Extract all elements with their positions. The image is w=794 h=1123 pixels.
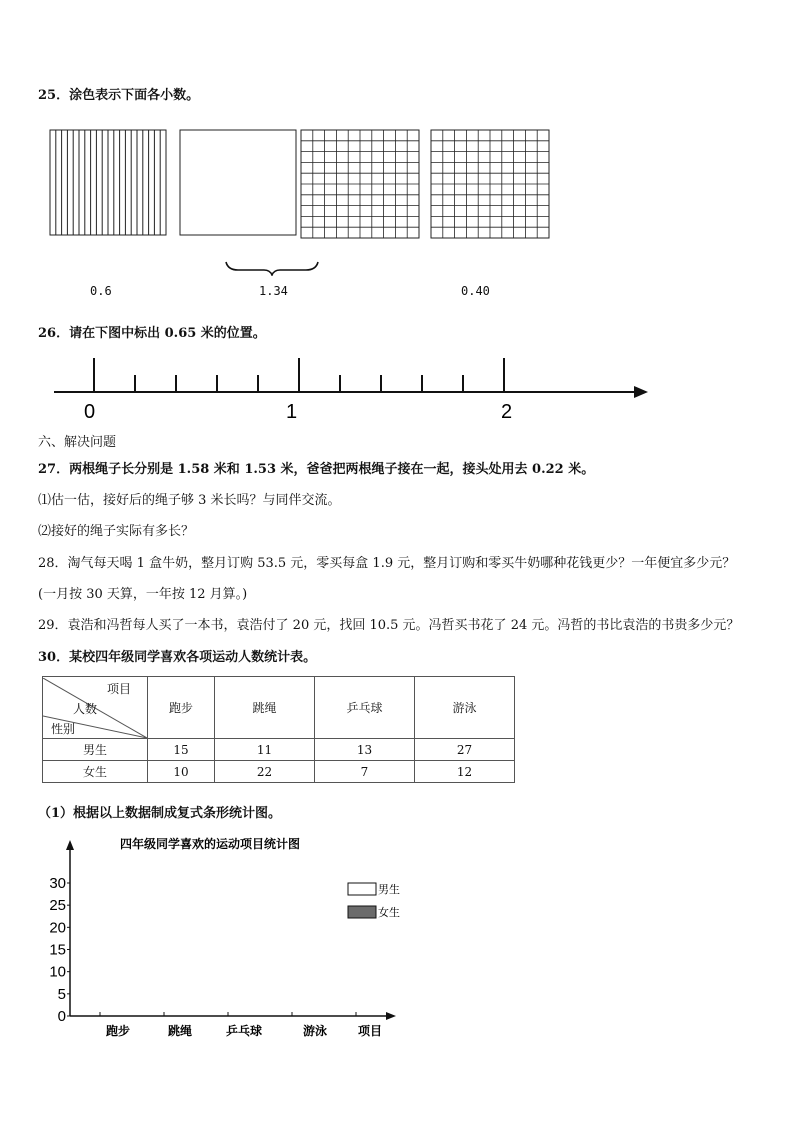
- y-tick-label: 5: [57, 985, 66, 1003]
- table-cell: 27: [415, 739, 515, 761]
- column-header: 跑步: [148, 677, 215, 739]
- hundred-grid-box-2: [431, 130, 549, 238]
- table-cell: 7: [315, 761, 415, 783]
- column-header: 游泳: [415, 677, 515, 739]
- q29-title: 29．袁浩和冯哲每人买了一本书，袁浩付了 20 元，找回 10.5 元。冯哲买书花了 24 元。冯哲的书比袁浩的书贵多少元？: [38, 618, 740, 633]
- decimal-strip-box-2: [108, 130, 166, 235]
- table-cell: 12: [415, 761, 515, 783]
- column-header: 跳绳: [215, 677, 315, 739]
- y-tick-label: 20: [49, 919, 66, 937]
- table-row: [43, 761, 515, 783]
- q30-sub1: （1）根据以上数据制成复式条形统计图。: [38, 806, 282, 821]
- number-line: [48, 350, 658, 425]
- q27-title: 27．两根绳子长分别是 1.58 米和 1.53 米，爸爸把两根绳子接在一起，接头处用去 0.22 米。: [38, 462, 595, 477]
- number-line-label-1: 1: [286, 401, 298, 423]
- header-count-label: 人数: [73, 701, 98, 716]
- brace-icon: [224, 258, 320, 276]
- legend-label-male: 男生: [378, 883, 400, 896]
- x-axis-label: 项目: [358, 1024, 383, 1038]
- table-row: [43, 739, 515, 761]
- x-category-label: 乒乓球: [225, 1024, 263, 1038]
- legend-swatch-male: [348, 883, 376, 895]
- x-category-label: 跳绳: [167, 1024, 193, 1038]
- q25-grids: [0, 120, 794, 250]
- chart-title: 四年级同学喜欢的运动项目统计图: [120, 837, 301, 851]
- table-cell: 15: [148, 739, 215, 761]
- y-tick-label: 15: [49, 941, 66, 959]
- decimal-strip-box-1: [50, 130, 108, 235]
- blank-square-box: [180, 130, 296, 235]
- column-header: 乒乓球: [315, 677, 415, 739]
- table-cell: 11: [215, 739, 315, 761]
- row-label: 男生: [43, 739, 148, 761]
- header-gender-label: 性别: [51, 721, 76, 736]
- empty-bar-chart: [30, 830, 410, 1045]
- q25-label-0-6: 0.6: [90, 284, 112, 298]
- y-tick-label: 0: [57, 1008, 66, 1025]
- y-tick-label: 25: [49, 897, 66, 915]
- table-cell: 13: [315, 739, 415, 761]
- sport-stat-table: [42, 676, 515, 783]
- q25-label-0-40: 0.40: [461, 284, 490, 298]
- q26-title: 26．请在下图中标出 0.65 米的位置。: [38, 326, 266, 341]
- table-diagonal-header: [43, 677, 148, 739]
- number-line-label-2: 2: [501, 401, 513, 423]
- q25-label-1-34: 1.34: [259, 284, 288, 298]
- q28-line2: (一月按 30 天算，一年按 12 月算。): [38, 587, 248, 602]
- hundred-grid-box-1: [301, 130, 419, 238]
- q28-line1: 28．淘气每天喝 1 盒牛奶，整月订购 53.5 元，零买每盒 1.9 元，整月订购和零买牛奶哪种花钱更少？一年便宜多少元？: [38, 556, 736, 571]
- x-category-label: 跑步: [105, 1024, 131, 1038]
- legend-swatch-female: [348, 906, 376, 918]
- row-label: 女生: [43, 761, 148, 783]
- q27-sub1: ⑴估一估，接好后的绳子够 3 米长吗？与同伴交流。: [38, 493, 341, 508]
- section-6-title: 六、解决问题: [38, 435, 117, 450]
- table-cell: 22: [215, 761, 315, 783]
- q27-sub2: ⑵接好的绳子实际有多长？: [38, 524, 195, 539]
- y-tick-label: 30: [49, 875, 66, 892]
- number-line-label-0: 0: [84, 401, 96, 423]
- x-category-label: 游泳: [302, 1024, 328, 1038]
- header-item-label: 项目: [107, 681, 132, 696]
- legend-label-female: 女生: [378, 906, 400, 919]
- y-tick-label: 10: [49, 963, 66, 981]
- table-cell: 10: [148, 761, 215, 783]
- q30-title: 30．某校四年级同学喜欢各项运动人数统计表。: [38, 650, 317, 665]
- q25-title: 25．涂色表示下面各小数。: [38, 88, 200, 103]
